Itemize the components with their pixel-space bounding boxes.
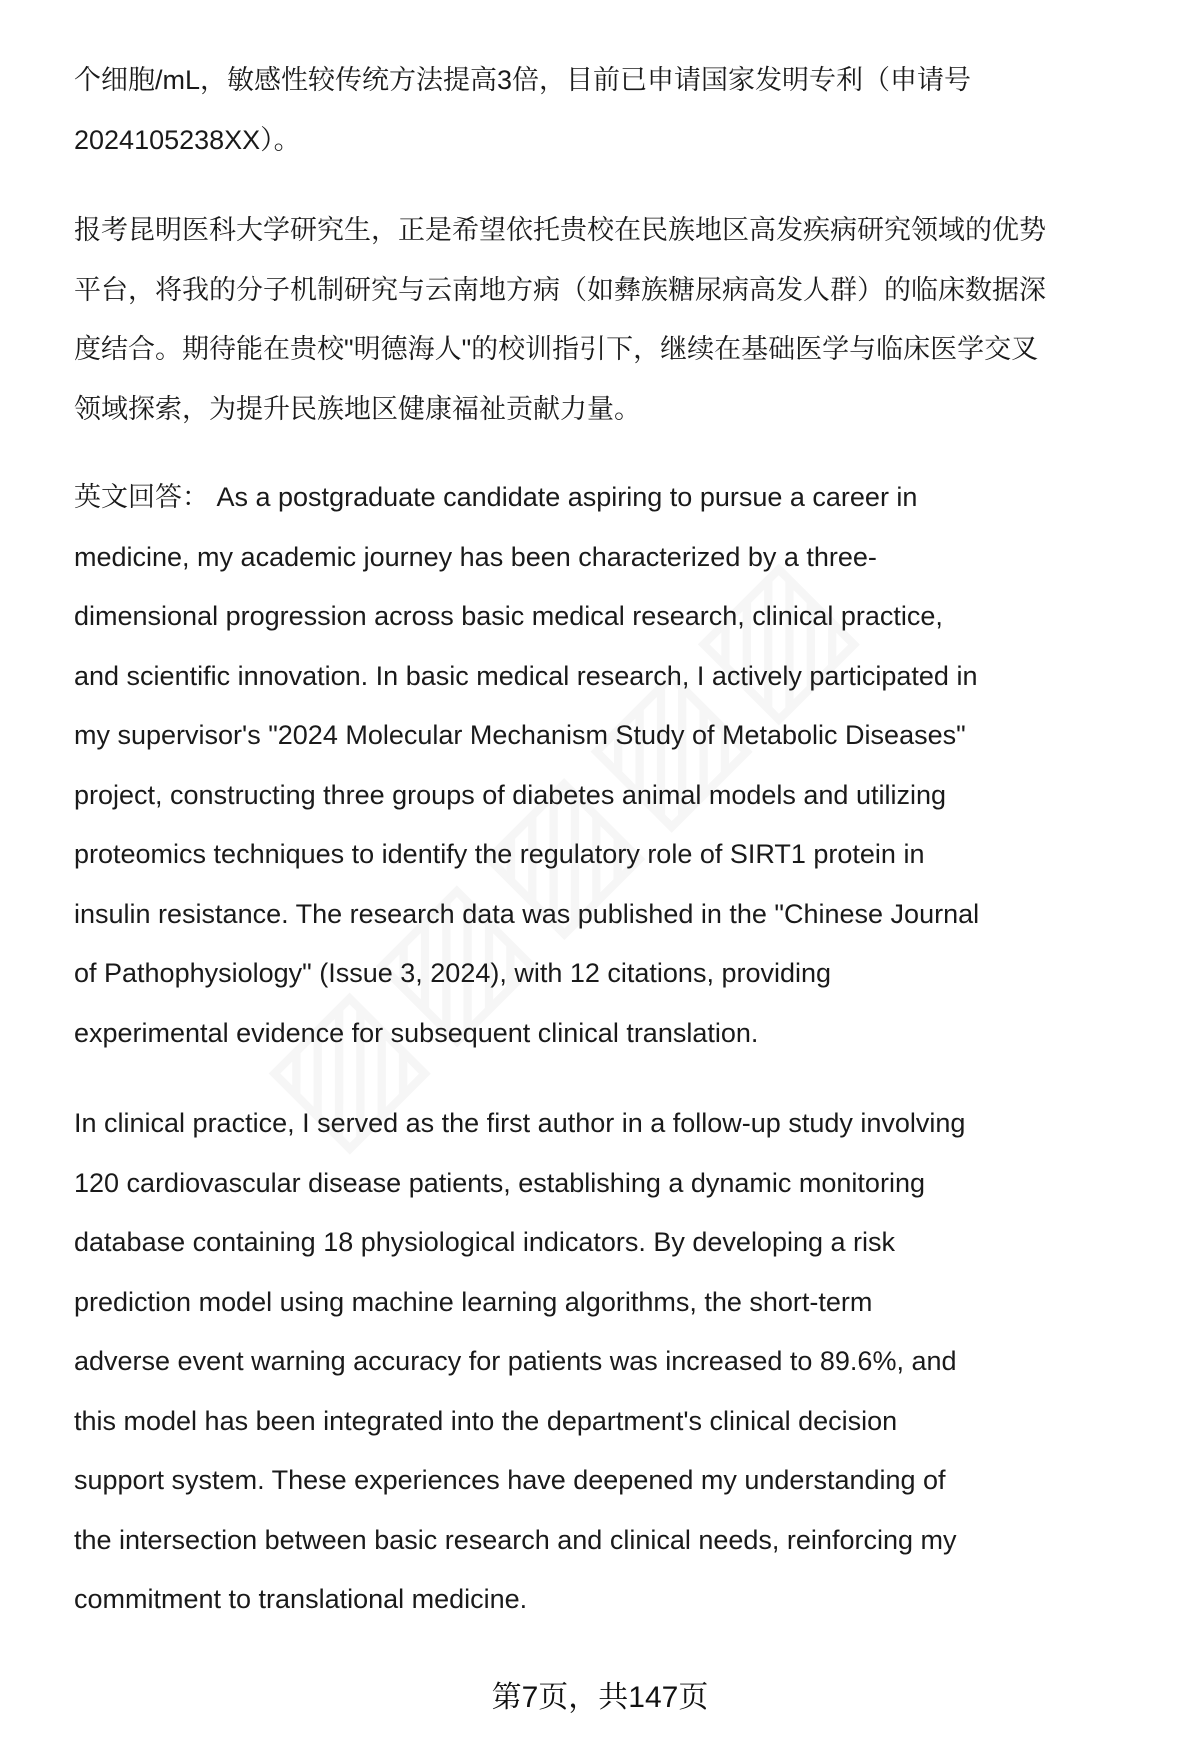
text-line: and scientific innovation. In basic medical research, I actively participated in — [74, 660, 978, 691]
text-line: 领域探索，为提升民族地区健康福祉贡献力量。 — [74, 393, 641, 424]
text-line: of Pathophysiology" (Issue 3, 2024), with 12 citations, providing — [74, 958, 832, 988]
text-line: 平台，将我的分子机制研究与云南地方病（如彝族糖尿病高发人群）的临床数据深 — [74, 274, 1046, 305]
text-line: proteomics techniques to identify the regulatory role of SIRT1 protein in — [74, 839, 925, 869]
text-line: experimental evidence for subsequent clinical translation. — [74, 1017, 759, 1048]
text-line: medicine, my academic journey has been characterized by a three- — [74, 541, 877, 572]
text-line: support system. These experiences have deepened my understanding of — [74, 1465, 946, 1495]
text-line: 英文回答： As a postgraduate candidate aspiring to pursue a career in — [74, 482, 918, 512]
text-line: database containing 18 physiological indicators. By developing a risk — [74, 1227, 896, 1257]
text-line: 120 cardiovascular disease patients, establishing a dynamic monitoring — [74, 1167, 925, 1198]
text-line: my supervisor's "2024 Molecular Mechanism Study of Metabolic Diseases" — [74, 720, 966, 750]
text-line: 2024105238XX）。 — [74, 124, 301, 155]
text-line: dimensional progression across basic medical research, clinical practice, — [74, 601, 943, 631]
text-line: commitment to translational medicine. — [74, 1584, 528, 1614]
text-line: 度结合。期待能在贵校"明德海人"的校训指引下，继续在基础医学与临床医学交叉 — [74, 334, 1039, 364]
text-line: project, constructing three groups of diabetes animal models and utilizing — [74, 779, 946, 810]
text-line: adverse event warning accuracy for patients was increased to 89.6%, and — [74, 1346, 957, 1376]
text-line: In clinical practice, I served as the first author in a follow-up study involving — [74, 1108, 966, 1138]
text-line: insulin resistance. The research data was published in the "Chinese Journal — [74, 898, 980, 929]
text-line: 个细胞/mL，敏感性较传统方法提高3倍，目前已申请国家发明专利（申请号 — [74, 65, 972, 95]
text-line: prediction model using machine learning algorithms, the short-term — [74, 1286, 873, 1317]
text-line: this model has been integrated into the department's clinical decision — [74, 1405, 898, 1436]
text-line: the intersection between basic research and clinical needs, reinforcing my — [74, 1524, 957, 1555]
page-number: 第7页，共147页 — [491, 1681, 709, 1714]
text-line: 报考昆明医科大学研究生，正是希望依托贵校在民族地区高发疾病研究领域的优势 — [74, 215, 1046, 245]
